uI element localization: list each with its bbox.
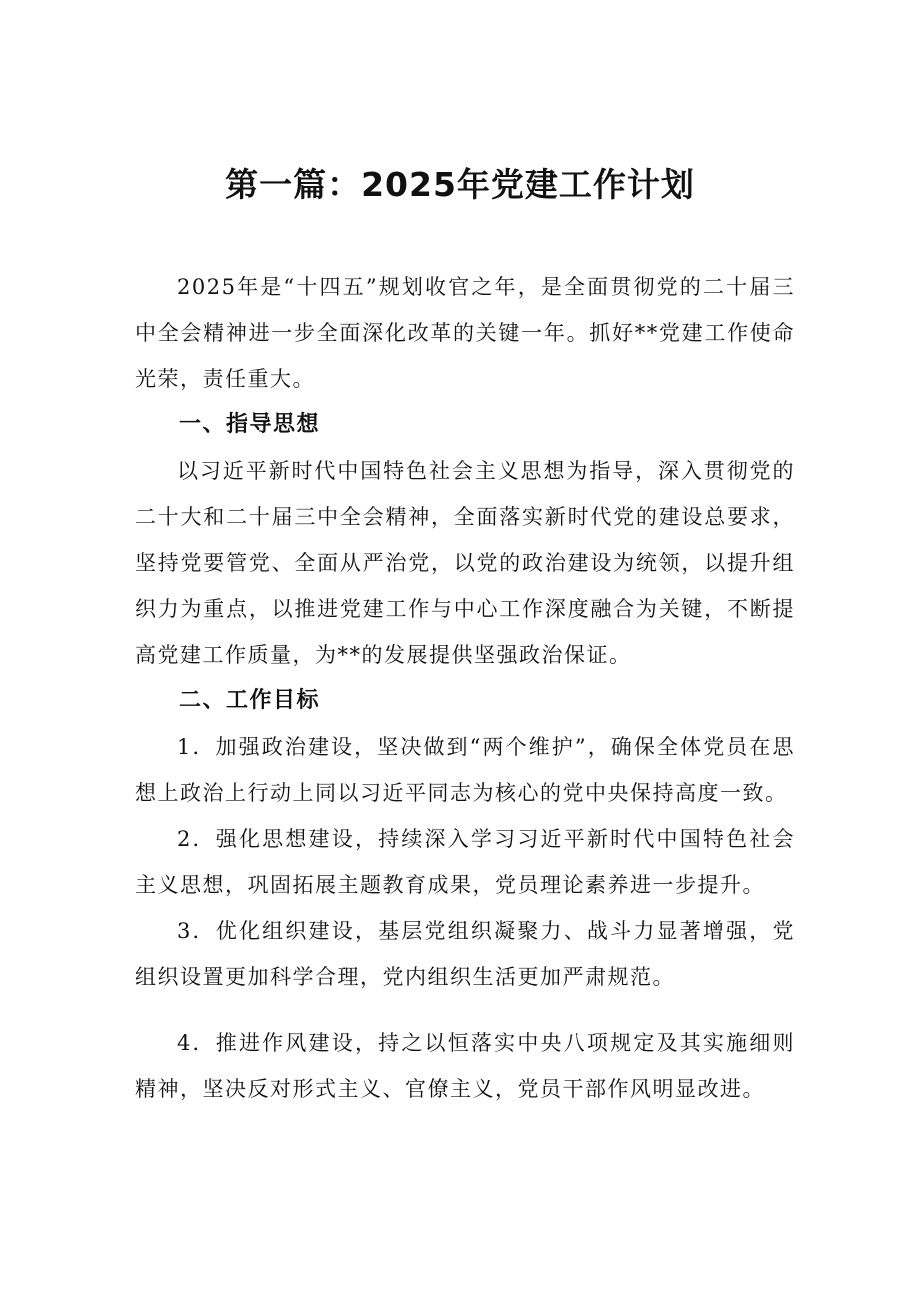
intro-paragraph: 2025年是“十四五”规划收官之年，是全面贯彻党的二十届三中全会精神进一步全面深化改革的关键一年。抓好**党建工作使命光荣，责任重大。 — [135, 275, 795, 391]
document-body — [135, 264, 795, 1112]
document-title: 第一篇：2025年党建工作计划 — [225, 165, 695, 204]
work-goal-item-1: 1．加强政治建设，坚决做到“两个维护”，确保全体党员在思想上政治上行动上同以习近平同志为核心的党中央保持高度一致。 — [135, 735, 795, 805]
section-heading-guiding-ideology: 一、指导思想 — [179, 412, 321, 437]
guiding-ideology-paragraph: 以习近平新时代中国特色社会主义思想为指导，深入贯彻党的二十大和二十届三中全会精神，全面落实新时代党的建设总要求，坚持党要管党、全面从严治党，以党的政治建设为统领，以提升组织力为重点，以推进党建工作与中心工作深度融合为关键，不断提高党建工作质量，为**的发展提供坚强政治保证。 — [135, 459, 795, 667]
section-heading-work-goals: 二、工作目标 — [179, 688, 321, 713]
work-goal-item-3: 3．优化组织建设，基层党组织凝聚力、战斗力显著增强，党组织设置更加科学合理，党内组织生活更加严肃规范。 — [135, 919, 795, 989]
work-goal-item-2: 2．强化思想建设，持续深入学习习近平新时代中国特色社会主义思想，巩固拓展主题教育成果，党员理论素养进一步提升。 — [135, 827, 795, 897]
work-goal-item-4: 4．推进作风建设，持之以恒落实中央八项规定及其实施细则精神，坚决反对形式主义、官僚主义，党员干部作风明显改进。 — [135, 1031, 795, 1101]
